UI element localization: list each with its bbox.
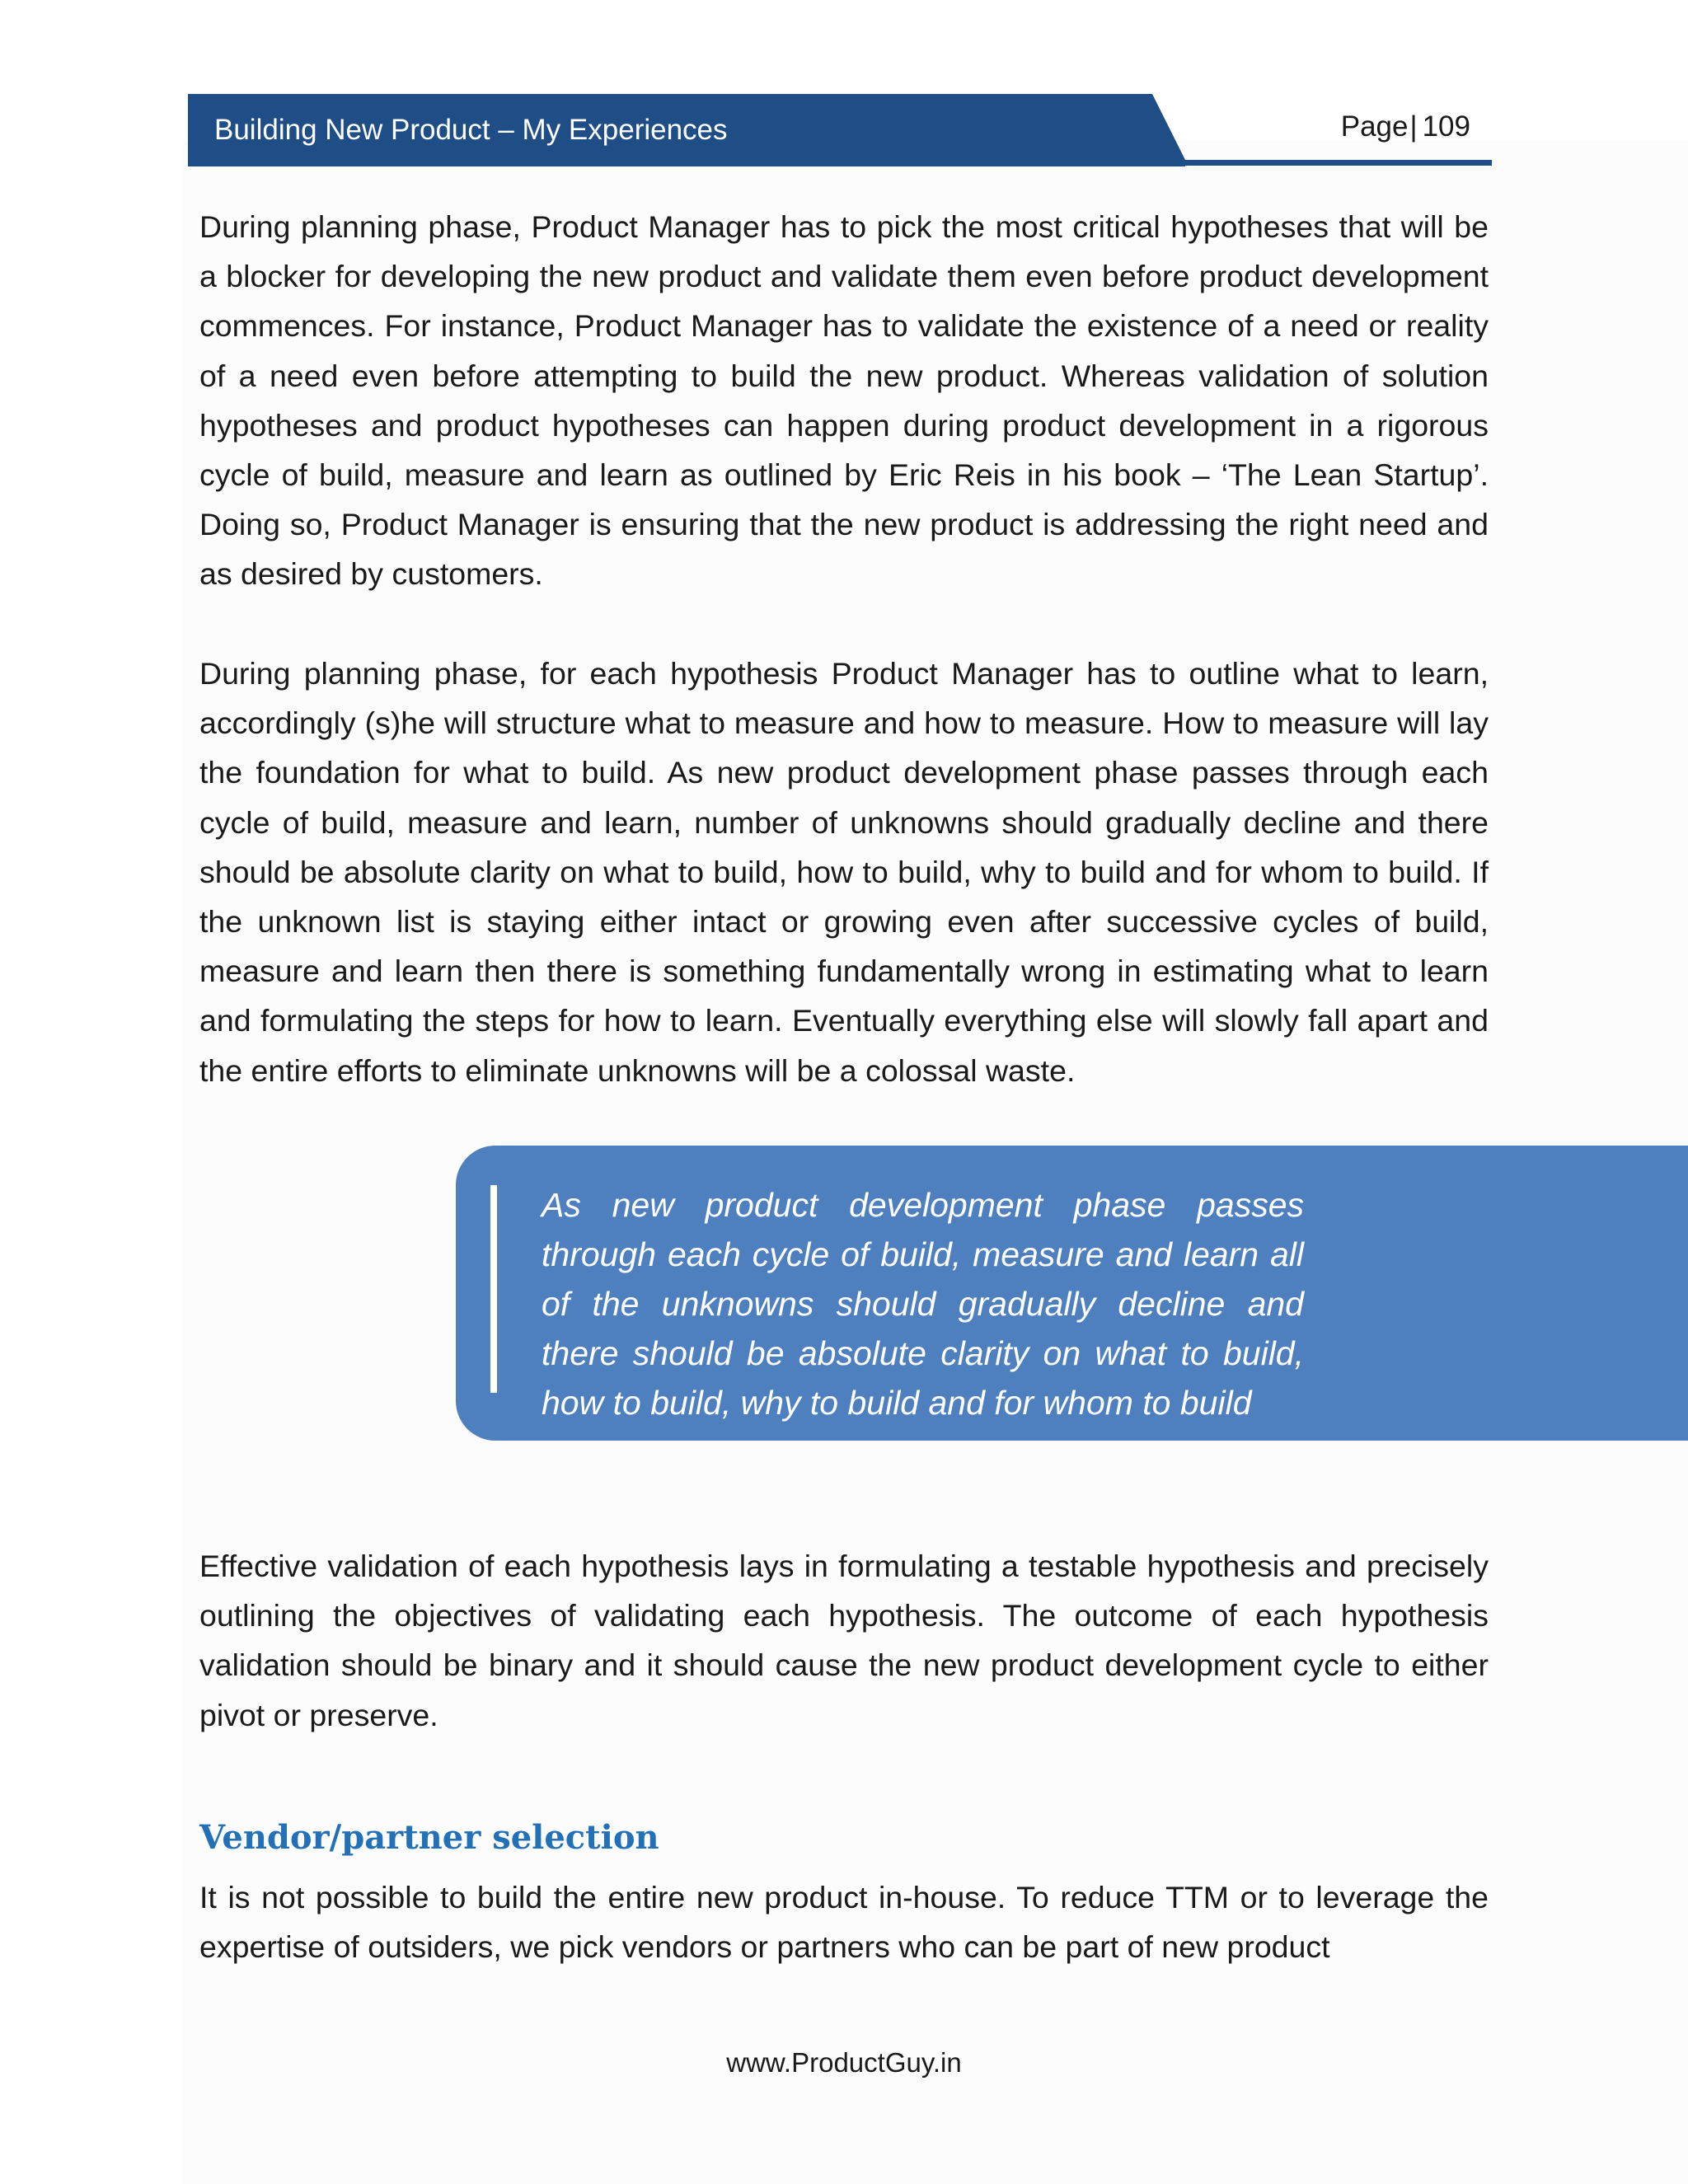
footer-url: www.ProductGuy.in <box>726 2047 962 2078</box>
page-header <box>188 94 1492 166</box>
pull-quote <box>456 1146 1688 1441</box>
paragraph-learn-measure-build: During planning phase, for each hypothesis Product Manager has to outline what to learn, accordingly (s)he will structure what to measure and how to measure. How to measure will lay the foundation for what to build. As new product development phase passes through each cycle of build, measure and learn, number of unknowns should gradually decline and there should be absolute clarity on what to build, how to build, why to build and for whom to build. If the unknown list is staying either intact or growing even after successive cycles of build, measure and learn then there is something fundamentally wrong in estimating what to learn and formulating the steps for how to learn. Eventually everything else will slowly fall apart and the entire efforts to eliminate unknowns will be a colossal waste. <box>199 656 1489 1088</box>
book-title: Building New Product – My Experiences <box>214 114 728 146</box>
pull-quote-bar <box>490 1185 497 1393</box>
paragraph-vendor-selection: It is not possible to build the entire new product in-house. To reduce TTM or to leverage the expertise of outsiders, we pick vendors or partners who can be part of new product <box>199 1880 1489 1965</box>
section-heading-vendor-selection: Vendor/partner selection <box>199 1818 659 1857</box>
header-rule <box>188 160 1492 166</box>
pull-quote-text: As new product development phase passes through each cycle of build, measure and learn all of the unknowns should gradually decline and there should be absolute clarity on what to build, how to build, why to build and for whom to build <box>542 1186 1304 1422</box>
page-number: 109 <box>1422 110 1470 143</box>
paragraph-hypotheses-validation: During planning phase, Product Manager has to pick the most critical hypotheses that will be a blocker for developing the new product and validate them even before product development commences. For instance, Product Manager has to validate the existence of a need or reality of a need even before attempting to build the new product. Whereas validation of solution hypotheses and product hypotheses can happen during product development in a rigorous cycle of build, measure and learn as outlined by Eric Reis in his book – ‘The Lean Startup’. Doing so, Product Manager is ensuring that the new product is addressing the right need and as desired by customers. <box>199 209 1489 592</box>
paragraph-effective-validation: Effective validation of each hypothesis lays in formulating a testable hypothesis and precisely outlining the objectives of validating each hypothesis. The outcome of each hypothesis validation should be binary and it should cause the new product development cycle to either pivot or preserve. <box>199 1549 1489 1732</box>
page-number-label <box>1341 110 1470 143</box>
page-separator: | <box>1409 110 1418 143</box>
page-label: Page <box>1340 110 1409 143</box>
